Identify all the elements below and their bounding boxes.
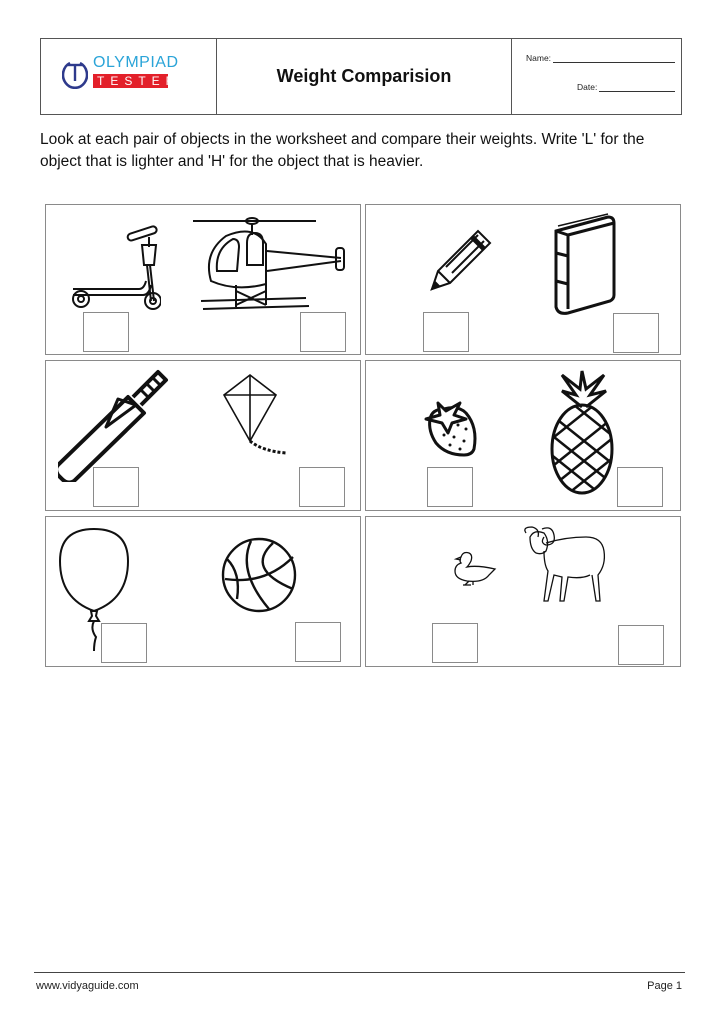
answer-box-scooter[interactable] — [83, 312, 129, 352]
name-label: Name: — [526, 53, 552, 63]
pair-panel-5 — [45, 516, 361, 667]
answer-box-helicopter[interactable] — [300, 312, 346, 352]
logo-bottom-text: TESTER — [93, 74, 168, 88]
pair-panel-3 — [45, 360, 361, 511]
name-line[interactable] — [553, 53, 675, 63]
instructions-text: Look at each pair of objects in the worksheet and compare their weights. Write 'L' for the object that is lighter and 'H' for the object that is heavier. — [40, 131, 645, 170]
answer-box-pineapple[interactable] — [617, 467, 663, 507]
answer-box-basketball[interactable] — [295, 622, 341, 662]
scooter-icon — [61, 215, 161, 315]
answer-box-ram[interactable] — [618, 625, 664, 665]
duck-icon — [453, 551, 498, 591]
ram-icon — [516, 525, 611, 611]
pair-panel-4 — [365, 360, 681, 511]
worksheet-header — [40, 38, 682, 115]
footer-website: www.vidyaguide.com — [36, 980, 139, 992]
helicopter-icon — [191, 213, 351, 318]
answer-box-duck[interactable] — [432, 623, 478, 663]
olympiad-t-circle-icon — [62, 59, 88, 89]
pair-panel-1 — [45, 204, 361, 355]
answer-box-cricket-bat[interactable] — [93, 467, 139, 507]
answer-box-kite[interactable] — [299, 467, 345, 507]
olympiad-tester-logo — [41, 39, 217, 114]
footer-divider — [34, 972, 685, 973]
kite-icon — [220, 373, 300, 463]
logo-top-text: OLYMPIAD — [93, 54, 179, 71]
footer-page-number: Page 1 — [647, 980, 682, 992]
pencil-icon — [424, 227, 494, 297]
answer-box-pencil[interactable] — [423, 312, 469, 352]
strawberry-icon — [422, 395, 484, 457]
book-icon — [548, 211, 623, 316]
pineapple-icon — [549, 367, 619, 495]
answer-box-strawberry[interactable] — [427, 467, 473, 507]
pair-panel-6 — [365, 516, 681, 667]
pair-panel-2 — [365, 204, 681, 355]
name-field[interactable] — [526, 53, 675, 63]
basketball-icon — [221, 537, 297, 613]
worksheet-title: Weight Comparision — [217, 39, 512, 114]
student-fields — [512, 39, 681, 114]
answer-box-balloon[interactable] — [101, 623, 147, 663]
date-label: Date: — [577, 82, 598, 92]
date-field[interactable] — [577, 82, 675, 92]
date-line[interactable] — [599, 82, 675, 92]
cricket-bat-icon — [58, 367, 173, 482]
answer-box-book[interactable] — [613, 313, 659, 353]
